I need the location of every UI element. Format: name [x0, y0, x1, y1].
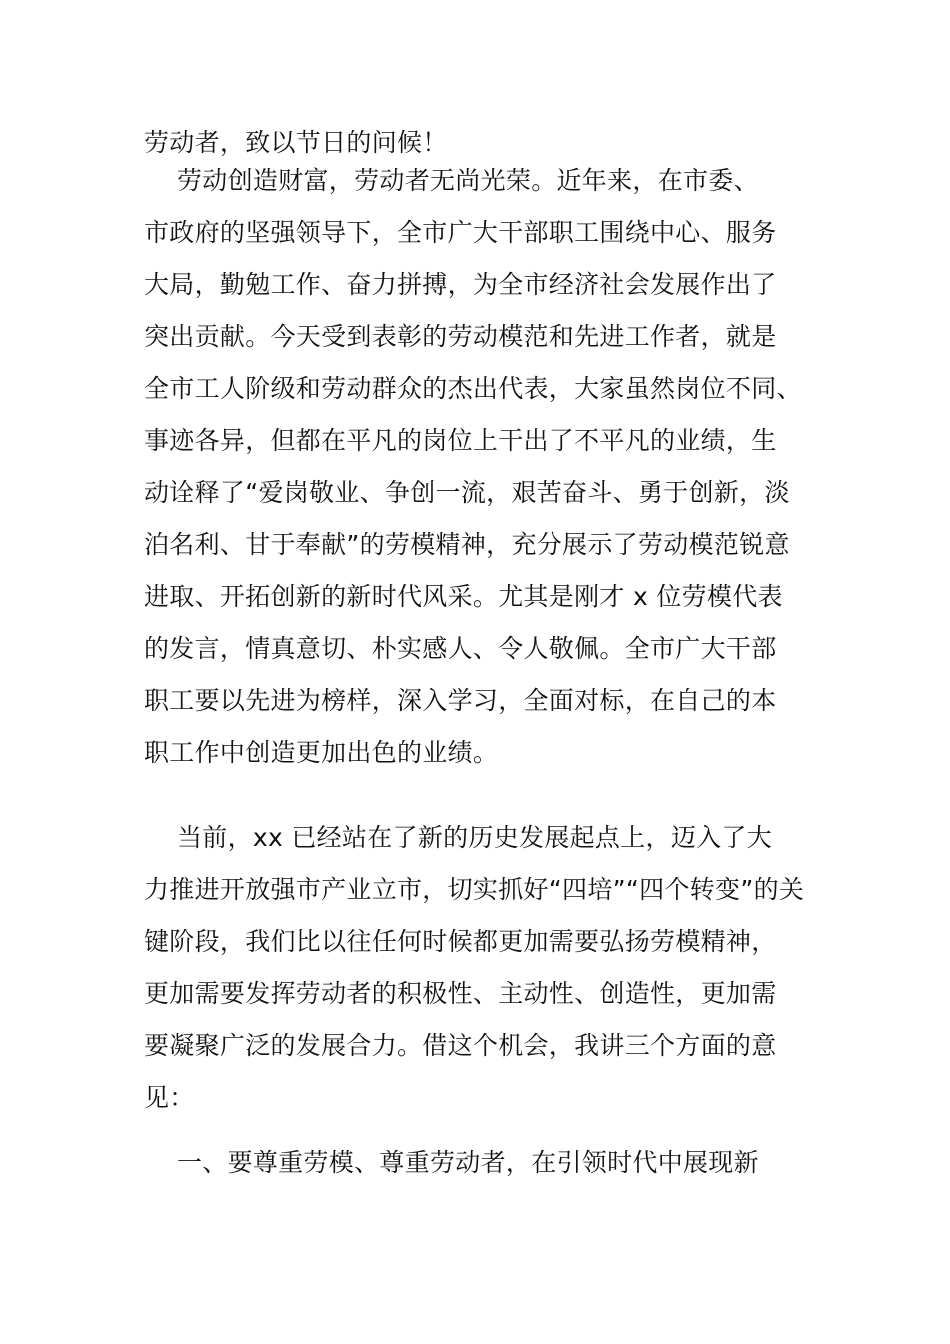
text-line: 事迹各异，但都在平凡的岗位上干出了不平凡的业绩，生: [144, 426, 777, 455]
paragraph-section-one-heading: [144, 1137, 804, 1189]
text-line: 劳动创造财富，劳动者无尚光荣。近年来，在市委、: [144, 166, 759, 195]
text-line: 突出贡献。今天受到表彰的劳动模范和先进工作者，就是: [144, 322, 777, 351]
text-line: 力推进开放强市产业立市，切实抓好“四培”“四个转变”的关: [144, 875, 805, 904]
text-line: 市政府的坚强领导下，全市广大干部职工围绕中心、服务: [144, 218, 777, 247]
text-line: 全市工人阶级和劳动群众的杰出代表，大家虽然岗位不同、: [144, 374, 802, 403]
paragraph-labor-honor: [144, 155, 804, 779]
text-line: 大局，勤勉工作、奋力拼搏，为全市经济社会发展作出了: [144, 270, 777, 299]
text-line: 见：: [144, 1083, 195, 1112]
text-line: 一、要尊重劳模、尊重劳动者，在引领时代中展现新: [144, 1148, 759, 1177]
paragraph-current-stage: [144, 812, 804, 1124]
text-line: 要凝聚广泛的发展合力。借这个机会，我讲三个方面的意: [144, 1031, 777, 1060]
text-line: 职工要以先进为榜样，深入学习，全面对标，在自己的本: [144, 686, 777, 715]
text-line: 键阶段，我们比以往任何时候都更加需要弘扬劳模精神，: [144, 927, 777, 956]
text-line: 泊名利、甘于奉献”的劳模精神，充分展示了劳动模范锐意: [144, 530, 790, 559]
text-line: 当前，xx 已经站在了新的历史发展起点上，迈入了大: [144, 823, 773, 852]
text-line: 更加需要发挥劳动者的积极性、主动性、创造性，更加需: [144, 979, 777, 1008]
text-line: 动诠释了“爱岗敬业、争创一流，艰苦奋斗、勇于创新，淡: [144, 478, 790, 507]
text-line: 进取、开拓创新的新时代风采。尤其是刚才 x 位劳模代表: [144, 582, 783, 611]
text-line: 职工作中创造更加出色的业绩。: [144, 738, 499, 767]
text-line: 劳动者，致以节日的问候！: [144, 128, 448, 157]
text-line: 的发言，情真意切、朴实感人、令人敬佩。全市广大干部: [144, 634, 777, 663]
